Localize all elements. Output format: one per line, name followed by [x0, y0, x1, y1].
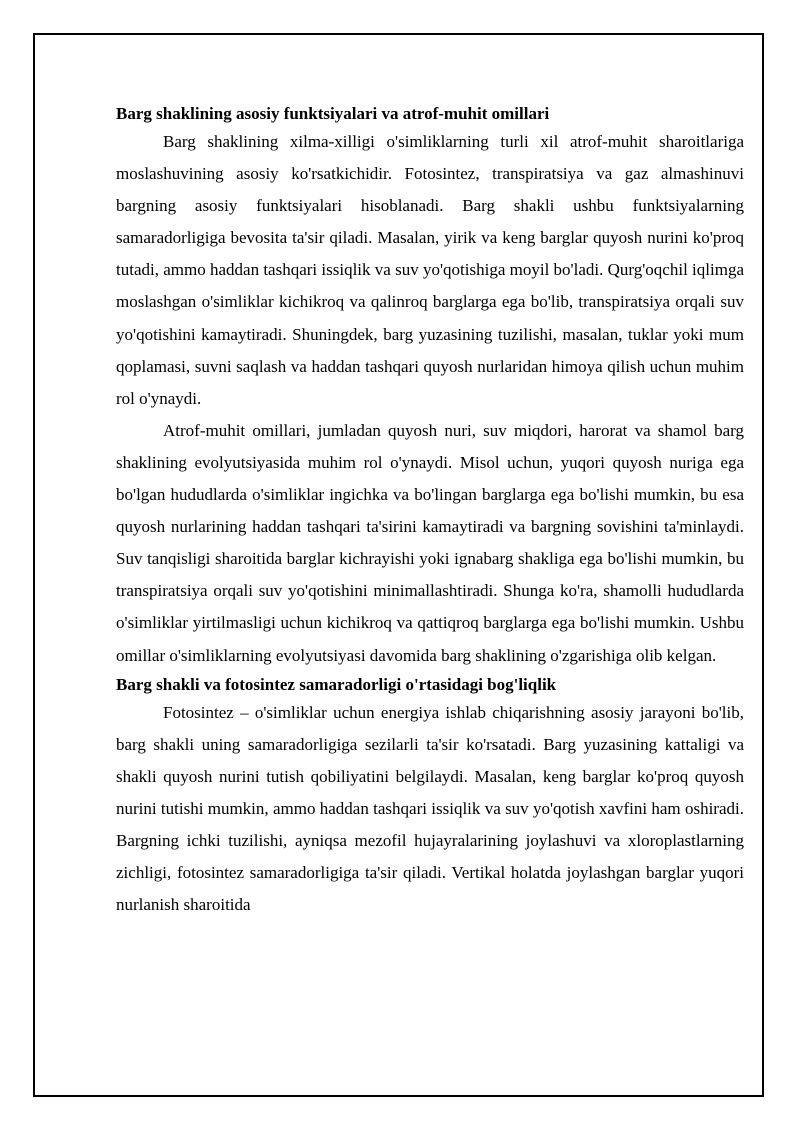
- page-frame: [33, 33, 764, 1097]
- section-1-paragraph-1: Barg shaklining xilma-xilligi o'simliklarning turli xil atrof-muhit sharoitlariga moslashuvining asosiy ko'rsatkichidir. Fotosintez, transpiratsiya va gaz almashinuvi bargning asosiy funktsiyalari hisoblanadi. Barg shakli ushbu funktsiyalarning samaradorligiga bevosita ta'sir qiladi. Masalan, yirik va keng barglar quyosh nurini ko'proq tutadi, ammo haddan tashqari issiqlik va suv yo'qotishiga moyil bo'ladi. Qurg'oqchil iqlimga moslashgan o'simliklar kichikroq va qalinroq barglarga ega bo'lib, transpiratsiya orqali suv yo'qotishini kamaytiradi. Shuningdek, barg yuzasining tuzilishi, masalan, tuklar yoki mum qoplamasi, suvni saqlash va haddan tashqari quyosh nurlaridan himoya qilish uchun muhim rol o'ynaydi.: [116, 132, 744, 408]
- section-2-paragraph-1: Fotosintez – o'simliklar uchun energiya ishlab chiqarishning asosiy jarayoni bo'lib, barg shakli uning samaradorligiga sezilarli ta'sir ko'rsatadi. Barg yuzasining kattaligi va shakli quyosh nurini tutish qobiliyatini belgilaydi. Masalan, keng barglar ko'proq quyosh nurini tutishi mumkin, ammo haddan tashqari issiqlik va suv yo'qotish xavfini ham oshiradi. Bargning ichki tuzilishi, ayniqsa mezofil hujayralarining joylashuvi va xloroplastlarning zichligi, fotosintez samaradorligiga ta'sir qiladi. Vertikal holatda joylashgan barglar yuqori nurlanish sharoitida: [116, 702, 744, 915]
- section-heading-2: Barg shakli va fotosintez samaradorligi o'rtasidagi bog'liqlik: [116, 674, 557, 694]
- document-body: [116, 101, 744, 921]
- section-1-paragraph-2: Atrof-muhit omillari, jumladan quyosh nuri, suv miqdori, harorat va shamol barg shaklining evolyutsiyasida muhim rol o'ynaydi. Misol uchun, yuqori quyosh nuriga ega bo'lgan hududlarda o'simliklar ingichka va bo'lingan barglarga ega bo'lishi mumkin, bu esa quyosh nurlarining haddan tashqari ta'sirini kamaytiradi va bargning sovishini ta'minlaydi. Suv tanqisligi sharoitida barglar kichrayishi yoki ignabarg shakliga ega bo'lishi mumkin, bu transpiratsiya orqali suv yo'qotishini minimallashtiradi. Shunga ko'ra, shamolli hududlarda o'simliklar yirtilmasligi uchun kichikroq va qattiqroq barglarga ega bo'lishi mumkin. Ushbu omillar o'simliklarning evolyutsiyasi davomida barg shaklining o'zgarishiga olib kelgan.: [116, 420, 744, 665]
- section-heading-1: Barg shaklining asosiy funktsiyalari va atrof-muhit omillari: [116, 104, 550, 123]
